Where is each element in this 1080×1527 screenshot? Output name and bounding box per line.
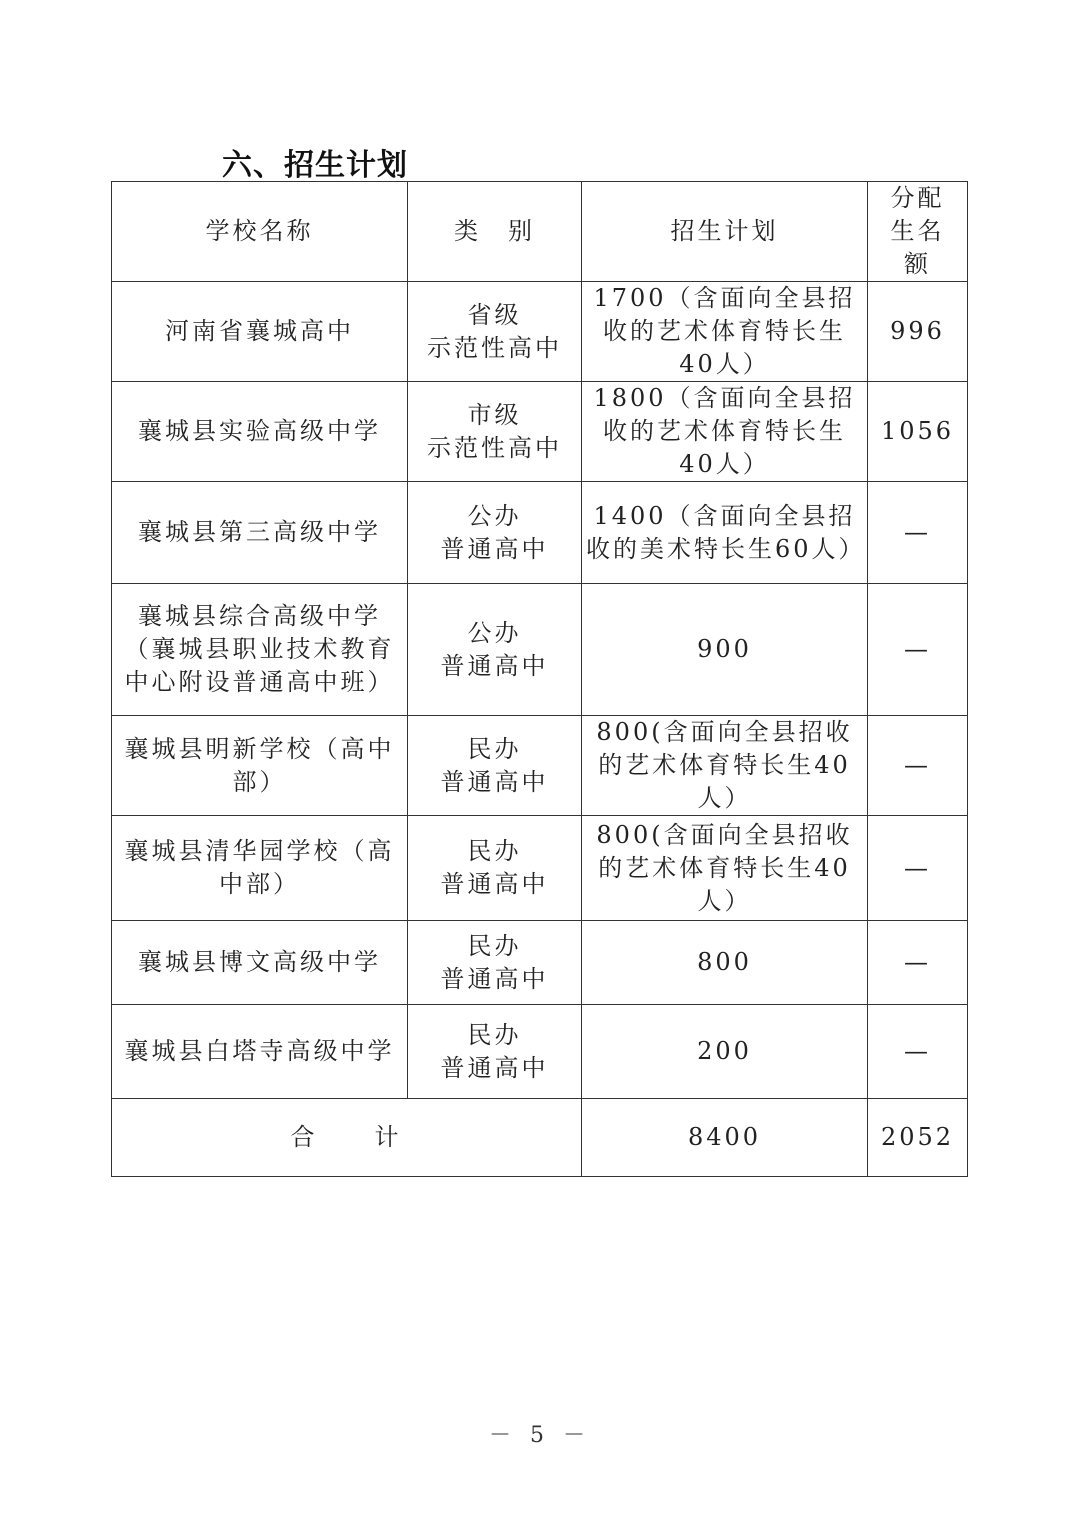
school-category: 民办 普通高中	[408, 716, 582, 816]
allocation-quota: —	[868, 482, 968, 584]
enrollment-plan: 800(含面向全县招收的艺术体育特长生40人）	[582, 816, 868, 921]
school-name: 河南省襄城高中	[112, 282, 408, 382]
school-category: 民办 普通高中	[408, 1005, 582, 1099]
table-row	[112, 482, 968, 584]
table-row	[112, 921, 968, 1005]
table-row	[112, 716, 968, 816]
school-category: 民办 普通高中	[408, 921, 582, 1005]
school-name: 襄城县清华园学校（高中部）	[112, 816, 408, 921]
allocation-quota: —	[868, 921, 968, 1005]
school-name: 襄城县第三高级中学	[112, 482, 408, 584]
total-plan: 8400	[582, 1099, 868, 1177]
school-name: 襄城县白塔寺高级中学	[112, 1005, 408, 1099]
table-row	[112, 282, 968, 382]
total-quota: 2052	[868, 1099, 968, 1177]
header-quota: 分配 生名 额	[868, 182, 968, 282]
allocation-quota: 996	[868, 282, 968, 382]
school-category: 公办 普通高中	[408, 584, 582, 716]
enrollment-plan-table	[111, 181, 968, 1177]
header-plan: 招生计划	[582, 182, 868, 282]
header-school: 学校名称	[112, 182, 408, 282]
total-label: 合 计	[112, 1099, 582, 1177]
table-row	[112, 584, 968, 716]
school-name: 襄城县明新学校（高中部）	[112, 716, 408, 816]
page-number: － 5 －	[489, 1423, 591, 1448]
allocation-quota: —	[868, 816, 968, 921]
enrollment-plan: 900	[582, 584, 868, 716]
table-row	[112, 816, 968, 921]
header-category: 类 别	[408, 182, 582, 282]
school-category: 公办 普通高中	[408, 482, 582, 584]
school-name: 襄城县博文高级中学	[112, 921, 408, 1005]
school-name: 襄城县实验高级中学	[112, 382, 408, 482]
enrollment-plan: 1700（含面向全县招收的艺术体育特长生40人）	[582, 282, 868, 382]
school-category: 市级 示范性高中	[408, 382, 582, 482]
school-category: 省级 示范性高中	[408, 282, 582, 382]
school-category: 民办 普通高中	[408, 816, 582, 921]
allocation-quota: —	[868, 584, 968, 716]
section-title: 六、招生计划	[222, 148, 408, 183]
table-row	[112, 1005, 968, 1099]
allocation-quota: —	[868, 716, 968, 816]
enrollment-plan: 1400（含面向全县招收的美术特长生60人）	[582, 482, 868, 584]
enrollment-plan: 800	[582, 921, 868, 1005]
school-name: 襄城县综合高级中学（襄城县职业技术教育中心附设普通高中班）	[112, 584, 408, 716]
enrollment-plan: 200	[582, 1005, 868, 1099]
allocation-quota: —	[868, 1005, 968, 1099]
total-row	[112, 1099, 968, 1177]
enrollment-plan: 800(含面向全县招收的艺术体育特长生40人）	[582, 716, 868, 816]
table-row	[112, 382, 968, 482]
allocation-quota: 1056	[868, 382, 968, 482]
table-header-row	[112, 182, 968, 282]
enrollment-plan: 1800（含面向全县招收的艺术体育特长生40人）	[582, 382, 868, 482]
